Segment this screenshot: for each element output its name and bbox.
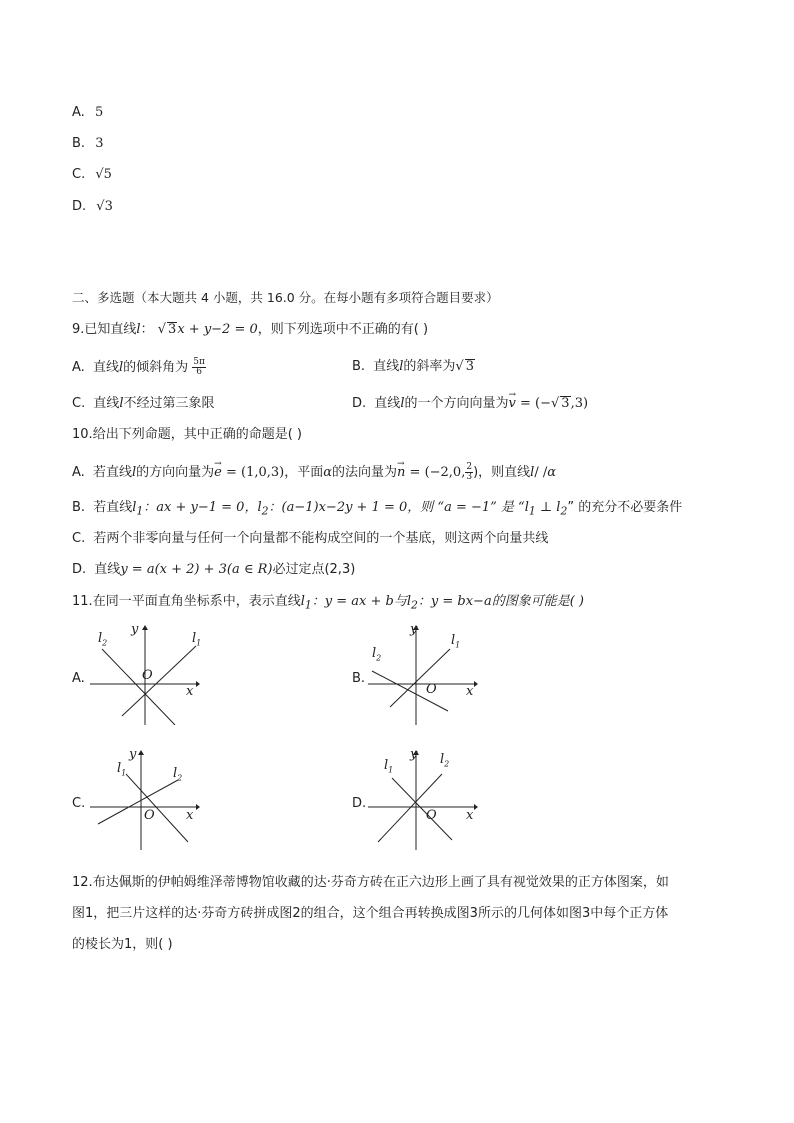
q10-option-d (72, 561, 355, 579)
q11-stem (72, 593, 584, 615)
line-l1-label (117, 761, 126, 778)
option-label: B. (72, 500, 86, 515)
option-label: C. (72, 167, 86, 182)
option-text: 直线 (94, 562, 121, 577)
line-symbol: $l_1$ (300, 594, 312, 612)
vector-symbol: → n (397, 464, 405, 482)
line-l1 (390, 649, 450, 707)
q8-option-d (72, 198, 113, 216)
fraction-numerator: 5π (193, 357, 205, 367)
axis-x-label: x (466, 684, 474, 699)
stem-tail: ，则下列选项中不正确的有( ) (257, 322, 429, 337)
stem-text: 在同一平面直角坐标系中，表示直线 (92, 594, 301, 609)
line-symbol: l (136, 322, 141, 337)
vector-symbol: → v (509, 395, 516, 413)
question-number: 9. (72, 322, 85, 337)
option-label: D. (352, 396, 367, 411)
option-value: 3 (95, 136, 104, 151)
graph-c-label: C. (72, 796, 86, 811)
origin-label: O (426, 808, 437, 823)
line-symbol: l (119, 396, 124, 411)
origin-label: O (142, 668, 153, 683)
line-subscript: 2 (444, 759, 450, 769)
line-subscript: 2 (177, 773, 183, 783)
line-subscript: 2 (102, 638, 108, 648)
option-text: ” 的充分不必要条件 (567, 500, 683, 515)
option-label: D. (72, 199, 87, 214)
option-label: B. (72, 136, 86, 151)
q12-stem-line-3: 的棱长为1，则( ) (72, 937, 173, 952)
origin-label: O (144, 808, 155, 823)
origin-label: O (426, 682, 437, 697)
option-label: B. (352, 359, 366, 374)
line-subscript: 2 (376, 653, 382, 663)
line-l2-label (372, 646, 381, 663)
line-symbol: l (98, 631, 103, 646)
fraction-numerator: 2 (466, 462, 473, 472)
line-l2-label (440, 752, 449, 769)
q10-option-c (72, 530, 548, 548)
option-text: 直线 (373, 359, 400, 374)
vector-value: = (− (515, 396, 551, 411)
q9-stem: 9.已知直线l： √ 3x + y−2 = 0，则下列选项中不正确的有( ) (72, 322, 429, 337)
line-symbol: $l_2$ (556, 500, 568, 518)
option-label: C. (72, 396, 86, 411)
line-subscript: 1 (121, 768, 127, 778)
axis-x-label: x (186, 808, 194, 823)
q8-option-b (72, 135, 103, 153)
line-symbol: l (173, 766, 178, 781)
option-text: 的法向量为 (332, 465, 398, 480)
line-l2-label (173, 766, 182, 783)
axis-y-label: y (131, 622, 139, 637)
q9-option-a (72, 358, 206, 377)
line-symbol: l (451, 633, 456, 648)
q12-stem-line-1 (72, 874, 669, 892)
colon: ： (140, 322, 154, 337)
fraction-denominator: 6 (196, 367, 202, 377)
option-label: C. (72, 531, 86, 546)
option-text: 若两个非零向量与任何一个向量都不能构成空间的一个基底，则这两个向量共线 (93, 531, 549, 546)
line-symbol: $l_2$ (257, 500, 269, 518)
parallel-symbol: / / (534, 465, 548, 480)
line-symbol: l (400, 396, 405, 411)
section-heading: 二、多选题（本大题共 4 小题，共 16.0 分。在每小题有多项符合题目要求） (72, 290, 499, 305)
stem-text: 已知直线 (84, 322, 137, 337)
option-text: 不经过第三象限 (123, 396, 215, 411)
equation: ：(a−1)x−2y + 1 = 0，则 “a = −1” 是 “ (268, 500, 525, 515)
option-label: A. (72, 360, 85, 375)
plane-symbol: α (547, 465, 557, 480)
option-text: 直线 (93, 396, 120, 411)
question-number: 12. (72, 875, 93, 890)
q9-option-b: B. 直线l的斜率为√ 3 (352, 359, 474, 374)
line-l1 (392, 778, 452, 840)
line-symbol: l (440, 752, 445, 767)
line-l2 (102, 649, 175, 725)
line-symbol: l (131, 465, 137, 480)
q8-option-a (72, 104, 103, 122)
q10-option-a (72, 463, 556, 482)
q8-option-c (72, 166, 112, 184)
q10-option-b (72, 499, 682, 521)
equation: ：ax + y−1 = 0， (143, 500, 258, 515)
line-l1 (126, 774, 188, 842)
line-symbol: l (372, 646, 377, 661)
q9-option-c (72, 395, 215, 413)
option-text: )，则直线 (473, 465, 531, 480)
line-l2-label (98, 631, 107, 648)
line-symbol: l (118, 360, 124, 375)
graph-d-label: D. (352, 796, 367, 811)
option-text: 若直线 (92, 465, 132, 480)
option-text: 的倾斜角为 (123, 360, 189, 375)
stem-text: 布达佩斯的伊帕姆维泽蒂博物馆收藏的达·芬奇方砖在正六边形上画了具有视觉效果的正方体图案，如 (92, 875, 669, 890)
axis-x-label: x (466, 808, 474, 823)
graph-b (368, 625, 478, 725)
q12-stem-line-2: 图1，把三片这样的达·芬奇方砖拼成图2的组合，这个组合再转换成图3所示的几何体如图3中每个正方体 (72, 906, 669, 921)
q9-option-d: D. 直线l的一个方向向量为→ v = (−√ 3,3) (352, 395, 588, 413)
graph-a-label: A. (72, 671, 85, 686)
line-symbol: l (192, 631, 197, 646)
option-label: D. (72, 562, 87, 577)
option-text: 直线 (374, 396, 401, 411)
q10-stem (72, 426, 302, 444)
option-value: √3 (96, 199, 113, 214)
line-symbol: l (117, 761, 122, 776)
line-l1-label (451, 633, 460, 650)
axis-y-label: y (410, 747, 418, 762)
equation: x + y−2 = 0 (177, 322, 258, 337)
vector-value-tail: ,3) (570, 396, 589, 411)
line-subscript: 1 (455, 640, 461, 650)
equation: ：y = bx−a的图象可能是( ) (417, 594, 584, 609)
option-text: 的方向向量为 (136, 465, 215, 480)
axis-x-label: x (186, 684, 194, 699)
option-text: 直线 (92, 360, 119, 375)
line-symbol: $l_1$ (524, 500, 536, 518)
graph-b-label: B. (352, 671, 366, 686)
question-number: 11. (72, 594, 93, 609)
option-value: √5 (95, 167, 112, 182)
line-l1-label (384, 758, 393, 775)
option-text: 若直线 (93, 500, 133, 515)
option-label: A. (72, 465, 85, 480)
equation: y = a(x + 2) + 3(a ∈ R) (120, 562, 273, 577)
line-subscript: 1 (196, 638, 202, 648)
option-text: 必过定点(2,3) (272, 562, 356, 577)
line-symbol: l (384, 758, 389, 773)
equation: ：y = ax + b与 (311, 594, 407, 609)
stem-text: 给出下列命题，其中正确的命题是( ) (92, 427, 302, 442)
fraction-denominator: 3 (466, 472, 473, 482)
perpendicular-symbol: ⊥ (535, 500, 557, 515)
line-l1-label (192, 631, 201, 648)
option-label: A. (72, 105, 85, 120)
axis-y-label: y (129, 747, 137, 762)
question-number: 10. (72, 427, 93, 442)
line-symbol: $l_1$ (132, 500, 144, 518)
vector-symbol: → e (214, 464, 222, 482)
option-text: 的斜率为 (403, 359, 456, 374)
option-text: 的一个方向向量为 (404, 396, 509, 411)
option-text: = (1,0,3)，平面 (221, 465, 324, 480)
line-symbol: l (530, 465, 535, 480)
option-value: 5 (94, 105, 104, 120)
line-symbol: l (399, 359, 404, 374)
line-symbol: $l_2$ (406, 594, 418, 612)
graph-c (90, 750, 200, 850)
plane-symbol: α (323, 465, 333, 480)
axis-y-label: y (410, 622, 418, 637)
line-subscript: 1 (388, 765, 394, 775)
option-text: = (−2,0, (405, 465, 466, 480)
